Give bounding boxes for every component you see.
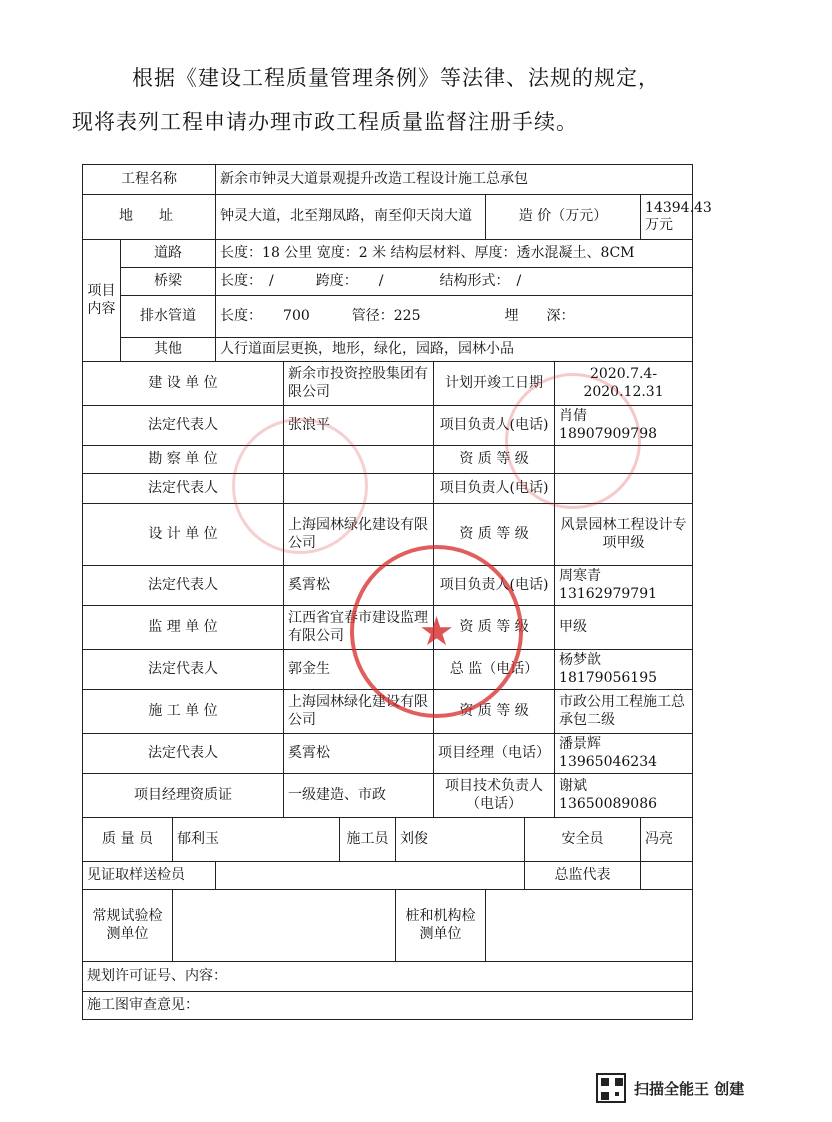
contents-group-label: 项目内容 <box>83 240 121 362</box>
construction-pm-qual: 一级建造、市政 <box>284 774 434 818</box>
construction-qual: 市政公用工程施工总承包二级 <box>555 690 693 734</box>
row-review <box>83 992 693 1020</box>
qr-code-icon <box>596 1073 626 1103</box>
construction-pm: 潘景辉 13965046234 <box>555 734 693 774</box>
supervision-qual-label: 资 质 等 级 <box>434 606 555 650</box>
address: 钟灵大道，北至翔凤路，南至仰天岗大道 <box>216 195 486 240</box>
design-rep-label: 法定代表人 <box>83 566 284 606</box>
other-label: 其他 <box>121 338 216 362</box>
row-design-rep <box>83 566 693 606</box>
row-construction-unit <box>83 690 693 734</box>
design-unit-label: 设 计 单 位 <box>83 504 284 566</box>
survey-unit <box>284 446 434 474</box>
design-pm-label: 项目负责人(电话) <box>434 566 555 606</box>
seal-star-icon: ★ <box>418 608 455 655</box>
supervision-rep: 郭金生 <box>284 650 434 690</box>
construction-pm-qual-label: 项目经理资质证 <box>83 774 284 818</box>
owner-schedule: 2020.7.4-2020.12.31 <box>555 362 693 406</box>
row-survey-unit <box>83 446 693 474</box>
quality-inspector: 郁利玉 <box>173 818 340 862</box>
witness-sampler-label: 见证取样送检员 <box>83 862 216 890</box>
supervision-unit: 江西省宜春市建设监理有限公司 <box>284 606 434 650</box>
owner-schedule-label: 计划开竣工日期 <box>434 362 555 406</box>
survey-rep-label: 法定代表人 <box>83 474 284 504</box>
design-unit: 上海园林绿化建设有限公司 <box>284 504 434 566</box>
row-address <box>83 195 693 240</box>
pile-testing-label: 桩和机构检测单位 <box>396 890 486 962</box>
survey-pm <box>555 474 693 504</box>
bridge-details: 长度： / 跨度： / 结构形式： / <box>216 268 693 296</box>
construction-unit-label: 施 工 单 位 <box>83 690 284 734</box>
pile-testing <box>486 890 693 962</box>
survey-qual-label: 资 质 等 级 <box>434 446 555 474</box>
construction-pm-label: 项目经理（电话） <box>434 734 555 774</box>
construction-tech-label: 项目技术负责人（电话） <box>434 774 555 818</box>
supervision-rep-label: 法定代表人 <box>83 650 284 690</box>
design-qual: 风景园林工程设计专项甲级 <box>555 504 693 566</box>
supervision-chief-label: 总 监（电话） <box>434 650 555 690</box>
row-owner-unit <box>83 362 693 406</box>
chief-rep-label: 总监代表 <box>525 862 641 890</box>
row-construction-pm-qual <box>83 774 693 818</box>
owner-pm-label: 项目负责人(电话) <box>434 406 555 446</box>
row-witness <box>83 862 693 890</box>
cost-label: 造 价（万元） <box>486 195 641 240</box>
drawing-review-label: 施工图审查意见： <box>83 992 693 1020</box>
owner-unit-label: 建 设 单 位 <box>83 362 284 406</box>
road-details: 长度：18 公里 宽度：2 米 结构层材料、厚度：透水混凝土、8CM <box>216 240 693 268</box>
drain-details: 长度： 700 管径：225 埋 深： <box>216 296 693 338</box>
owner-unit: 新余市投资控股集团有限公司 <box>284 362 434 406</box>
survey-pm-label: 项目负责人(电话) <box>434 474 555 504</box>
routine-testing <box>173 890 396 962</box>
drain-label: 排水管道 <box>121 296 216 338</box>
intro-line-1: 根据《建设工程质量管理条例》等法律、法规的规定， <box>132 66 660 90</box>
owner-rep-label: 法定代表人 <box>83 406 284 446</box>
row-supervision-rep <box>83 650 693 690</box>
design-pm: 周寒青 13162979791 <box>555 566 693 606</box>
safety-officer-label: 安全员 <box>525 818 641 862</box>
row-testing <box>83 890 693 962</box>
builder-label: 施工员 <box>340 818 396 862</box>
design-qual-label: 资 质 等 级 <box>434 504 555 566</box>
supervision-unit-label: 监 理 单 位 <box>83 606 284 650</box>
row-owner-rep <box>83 406 693 446</box>
row-survey-rep <box>83 474 693 504</box>
project-name-label: 工程名称 <box>83 165 216 195</box>
builder: 刘俊 <box>396 818 525 862</box>
quality-inspector-label: 质 量 员 <box>83 818 173 862</box>
scanner-watermark <box>596 1073 744 1103</box>
row-supervision-unit <box>83 606 693 650</box>
row-other <box>83 338 693 362</box>
project-name: 新余市钟灵大道景观提升改造工程设计施工总承包 <box>216 165 693 195</box>
bridge-label: 桥梁 <box>121 268 216 296</box>
survey-qual <box>555 446 693 474</box>
supervision-qual: 甲级 <box>555 606 693 650</box>
safety-officer: 冯亮 <box>641 818 693 862</box>
owner-pm: 肖倩 18907909798 <box>555 406 693 446</box>
cost: 14394.43万元 <box>641 195 693 240</box>
chief-rep <box>641 862 693 890</box>
supervision-chief: 杨梦歆 18179056195 <box>555 650 693 690</box>
row-road <box>83 240 693 268</box>
planning-permit-label: 规划许可证号、内容： <box>83 962 693 992</box>
row-staff <box>83 818 693 862</box>
row-project-name <box>83 165 693 195</box>
construction-rep-label: 法定代表人 <box>83 734 284 774</box>
witness-sampler <box>216 862 525 890</box>
row-design-unit <box>83 504 693 566</box>
registration-form <box>82 164 712 1020</box>
row-drain <box>83 296 693 338</box>
owner-rep: 张浪平 <box>284 406 434 446</box>
survey-rep <box>284 474 434 504</box>
row-permit <box>83 962 693 992</box>
design-rep: 奚霄松 <box>284 566 434 606</box>
row-construction-rep <box>83 734 693 774</box>
survey-unit-label: 勘 察 单 位 <box>83 446 284 474</box>
address-label: 地 址 <box>83 195 216 240</box>
intro-line-2: 现将表列工程申请办理市政工程质量监督注册手续。 <box>72 110 578 134</box>
routine-testing-label: 常规试验检测单位 <box>83 890 173 962</box>
construction-tech: 谢斌 13650089086 <box>555 774 693 818</box>
road-label: 道路 <box>121 240 216 268</box>
construction-qual-label: 资 质 等 级 <box>434 690 555 734</box>
other-details: 人行道面层更换，地形，绿化，园路，园林小品 <box>216 338 693 362</box>
row-bridge <box>83 268 693 296</box>
construction-unit: 上海园林绿化建设有限公司 <box>284 690 434 734</box>
construction-rep: 奚霄松 <box>284 734 434 774</box>
scanner-brand: 扫描全能王 创建 <box>634 1079 745 1098</box>
